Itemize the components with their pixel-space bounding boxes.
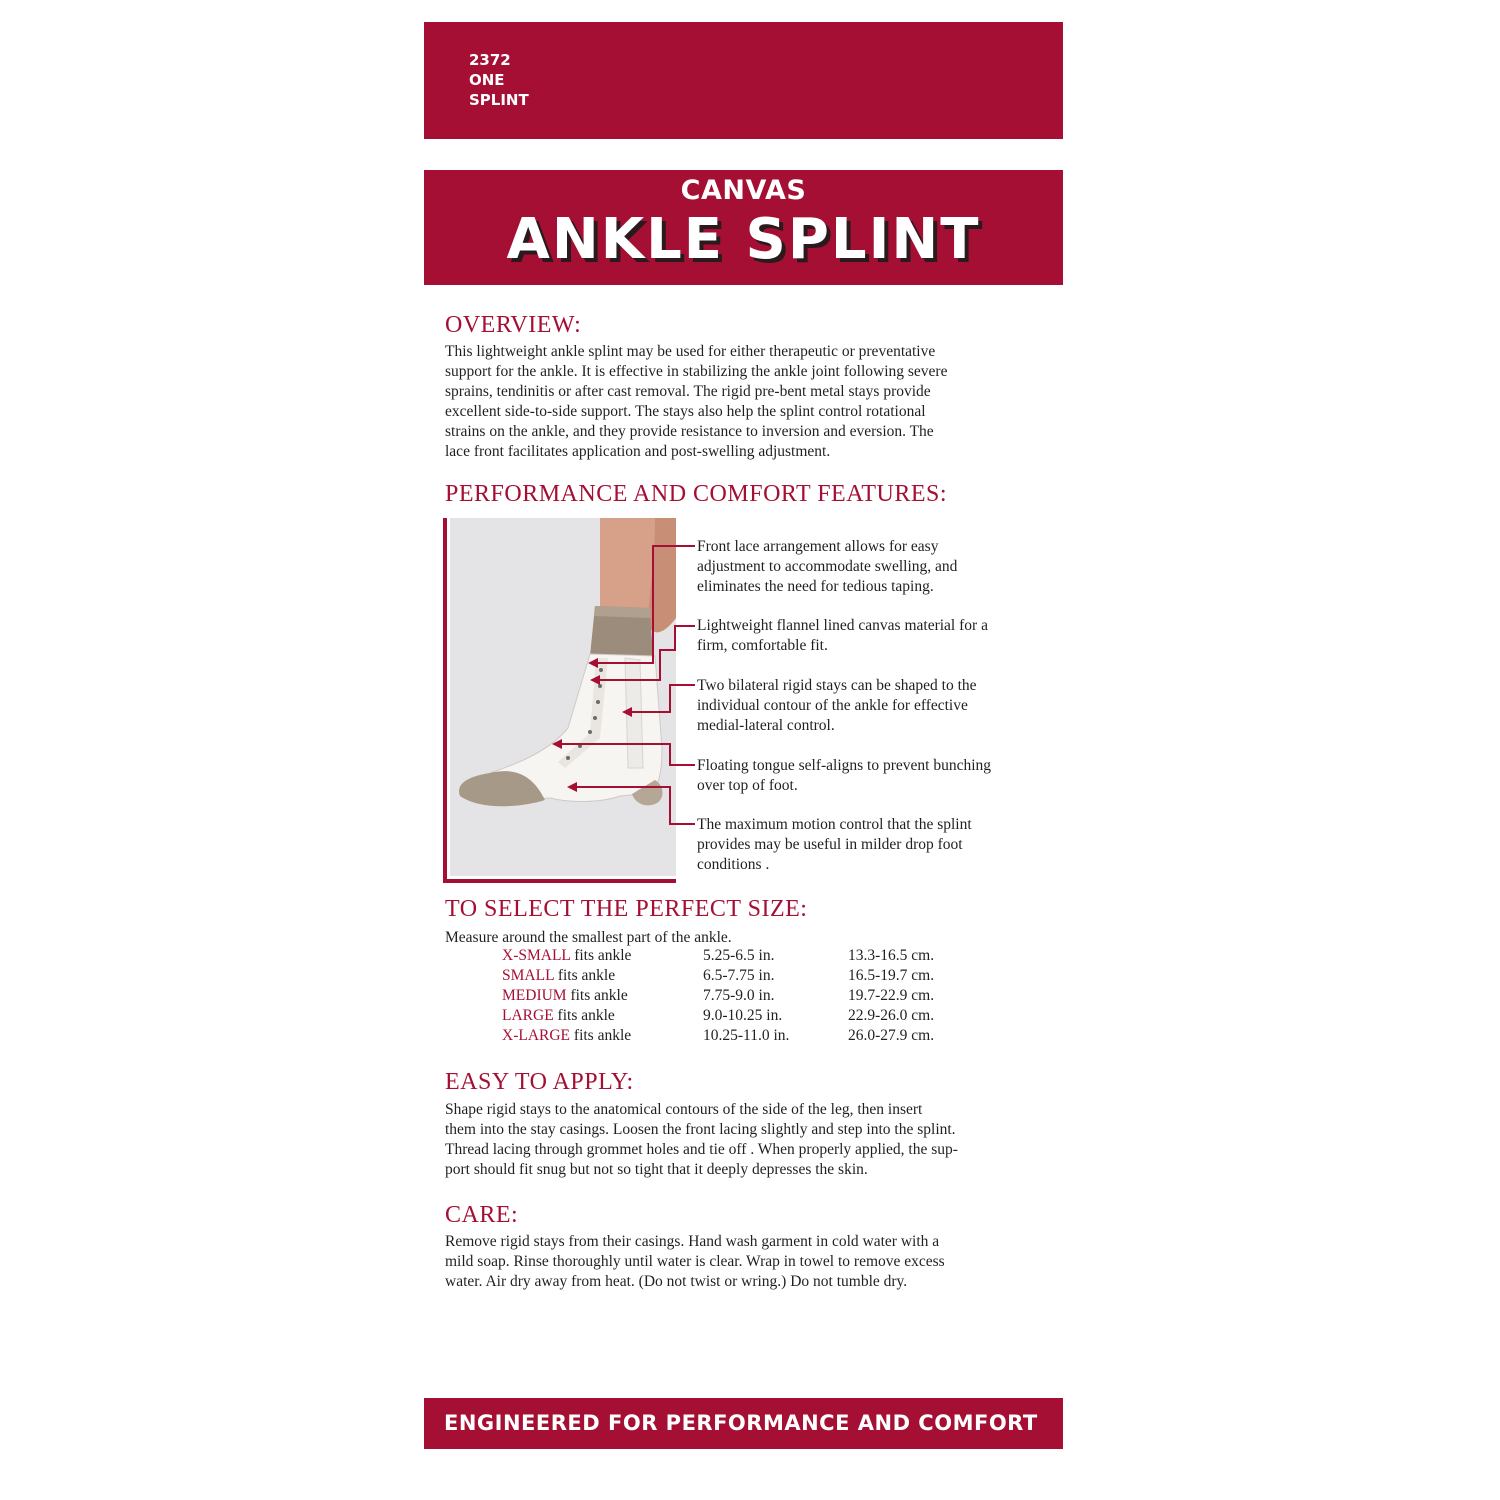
size-row [502,1026,935,1046]
feature-line: individual contour of the ankle for effective [697,697,968,714]
sizing-intro: Measure around the smallest part of the ankle. [445,929,732,946]
care-line: mild soap. Rinse thoroughly until water is clear. Wrap in towel to remove excess [445,1253,945,1270]
size-inches: 10.25-11.0 in. [703,1027,790,1044]
size-cm: 16.5-19.7 cm. [848,967,935,984]
apply-heading: EASY TO APPLY: [445,1069,634,1095]
size-inches: 9.0-10.25 in. [703,1007,783,1024]
sizing-heading: TO SELECT THE PERFECT SIZE: [445,896,808,922]
features-heading: PERFORMANCE AND COMFORT FEATURES: [445,481,948,507]
overview-text [445,342,1055,462]
size-row [502,986,935,1006]
size-row [502,946,935,966]
frame-rule [443,879,676,883]
apply-text [445,1100,1055,1180]
frame-rule [443,518,447,883]
overview-line: strains on the ankle, and they provide resistance to inversion and eversion. The [445,423,934,440]
size-row [502,966,935,986]
feature-line: Lightweight flannel lined canvas material for a [697,617,988,634]
apply-line: them into the stay casings. Loosen the front lacing slightly and step into the splint. [445,1121,956,1138]
apply-line: Shape rigid stays to the anatomical contours of the side of the leg, then insert [445,1101,923,1118]
feature-line: provides may be useful in milder drop foot [697,836,963,853]
feature-line: The maximum motion control that the splint [697,816,972,833]
size-name: LARGE [502,1007,558,1024]
overview-heading: OVERVIEW: [445,312,582,338]
feature-item [697,756,1042,796]
footer-tagline: ENGINEERED FOR PERFORMANCE AND COMFORT [444,1411,1038,1435]
feature-line: over top of foot. [697,777,798,794]
size-fits: fits ankle [574,947,632,964]
product-code-line-2: ONE [469,71,505,89]
ankle-splint-photo [450,518,676,876]
feature-line: firm, comfortable fit. [697,637,828,654]
feature-line: conditions . [697,856,770,873]
feature-item [697,815,1042,875]
size-inches: 5.25-6.5 in. [703,947,775,964]
ankle-splint-illustration [450,518,676,876]
care-heading: CARE: [445,1202,519,1228]
feature-line: Front lace arrangement allows for easy [697,538,939,555]
size-name: SMALL [502,967,558,984]
size-inches: 6.5-7.75 in. [703,967,775,984]
feature-line: Floating tongue self-aligns to prevent bunching [697,757,992,774]
overview-line: This lightweight ankle splint may be used for either therapeutic or preventative [445,343,936,360]
product-code-line-3: SPLINT [469,91,529,109]
care-line: Remove rigid stays from their casings. Hand wash garment in cold water with a [445,1233,940,1250]
size-fits: fits ankle [570,987,628,1004]
feature-line: eliminates the need for tedious taping. [697,578,934,595]
size-cm: 13.3-16.5 cm. [848,947,935,964]
product-photo-frame [443,518,676,883]
feature-line: medial-lateral control. [697,717,835,734]
feature-line: adjustment to accommodate swelling, and [697,558,958,575]
feature-item [697,616,1042,656]
apply-line: port should fit snug but not so tight that it deeply depresses the skin. [445,1161,868,1178]
size-fits: fits ankle [573,1027,632,1044]
product-subtitle: CANVAS [680,175,807,206]
overview-line: excellent side-to-side support. The stays also help the splint control rotational [445,403,926,420]
product-number: 2372 [469,51,511,69]
product-code-band [424,22,1063,139]
feature-line: Two bilateral rigid stays can be shaped to the [697,677,977,694]
size-row [502,1006,935,1026]
feature-item [697,676,1042,736]
size-name: MEDIUM [502,987,571,1004]
size-cm: 26.0-27.9 cm. [848,1027,935,1044]
overview-line: support for the ankle. It is effective in stabilizing the ankle joint following severe [445,363,948,380]
overview-line: lace front facilitates application and post-swelling adjustment. [445,443,831,460]
product-title: ANKLE SPLINT [506,207,981,272]
overview-line: sprains, tendinitis or after cast removal. The rigid pre-bent metal stays provide [445,383,931,400]
size-cm: 19.7-22.9 cm. [848,987,935,1004]
size-cm: 22.9-26.0 cm. [848,1007,935,1024]
size-fits: fits ankle [557,967,616,984]
product-code [469,50,529,110]
size-inches: 7.75-9.0 in. [703,987,775,1004]
feature-item [697,537,1042,597]
care-text [445,1232,1055,1292]
care-line: water. Air dry away from heat. (Do not twist or wring.) Do not tumble dry. [445,1273,908,1290]
title-band [424,170,1063,285]
size-name: X-LARGE [502,1027,574,1044]
size-name: X-SMALL [502,947,575,964]
apply-line: Thread lacing through grommet holes and tie off . When properly applied, the sup- [445,1141,958,1158]
footer-band [424,1398,1063,1449]
size-fits: fits ankle [557,1007,615,1024]
